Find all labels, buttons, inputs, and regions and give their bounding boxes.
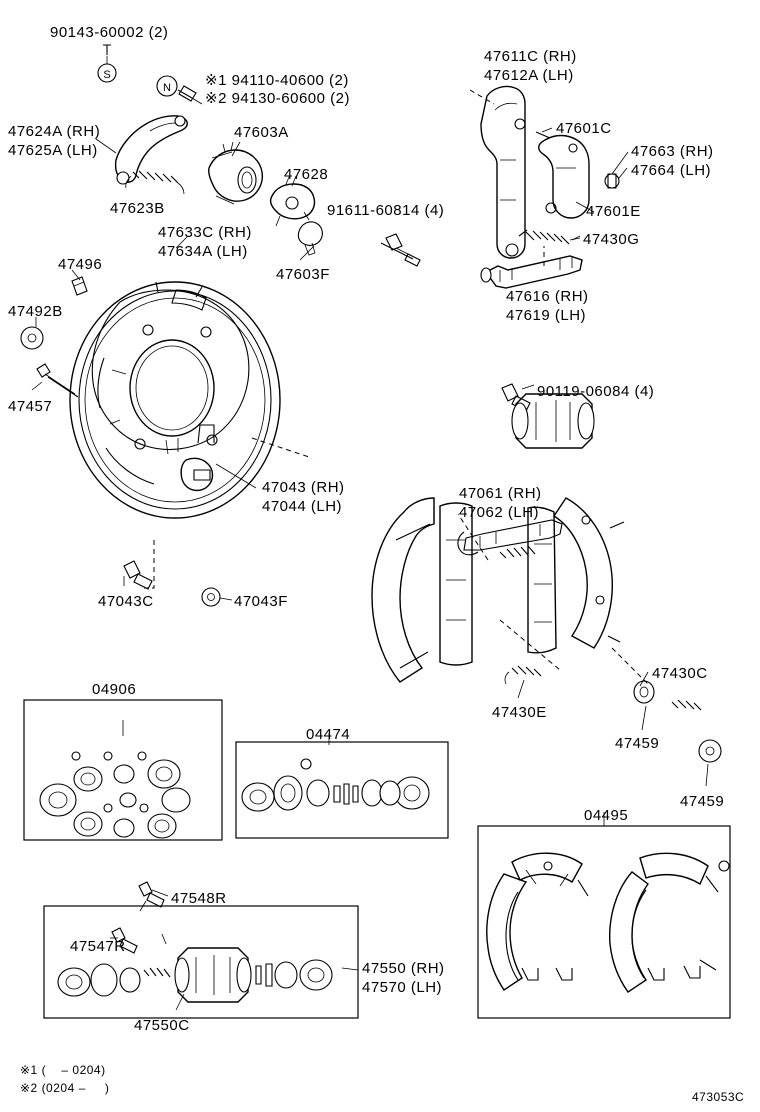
label-47430E: 47430E (492, 704, 547, 721)
label-47634A: 47634A (LH) (158, 243, 248, 260)
part-47043-backing-plate (70, 282, 312, 588)
label-94130-60600: ※2 94130-60600 (2) (205, 90, 350, 107)
part-47616-adjuster (481, 246, 582, 288)
label-47459-a: 47459 (615, 735, 660, 752)
footnote-1: ※1 ( – 0204) (20, 1063, 106, 1077)
label-47603F: 47603F (276, 266, 330, 283)
label-47430G: 47430G (583, 231, 640, 248)
part-47663 (605, 168, 627, 188)
part-wheel-cylinder-top (512, 394, 594, 448)
label-47043F: 47043F (234, 593, 288, 610)
part-47043F (202, 588, 220, 606)
part-47430C (672, 700, 701, 710)
label-47061: 47061 (RH) (459, 485, 542, 502)
label-47628: 47628 (284, 166, 329, 183)
label-47570: 47570 (LH) (362, 979, 443, 996)
part-90143-60002 (98, 45, 116, 82)
label-47430C: 47430C (652, 665, 708, 682)
label-47043: 47043 (RH) (262, 479, 345, 496)
label-47492B: 47492B (8, 303, 63, 320)
kit-04906-contents (40, 720, 190, 838)
label-47611C: 47611C (RH) (484, 48, 577, 65)
label-47601E: 47601E (586, 203, 641, 220)
label-04906: 04906 (92, 681, 137, 698)
label-47547R: 47547R (70, 938, 126, 955)
part-47043C (124, 561, 152, 589)
part-94110-94130 (157, 76, 202, 104)
part-47061-brake-shoes (372, 498, 624, 682)
part-47623B-spring (126, 171, 184, 194)
label-04495: 04495 (584, 807, 629, 824)
leader-lines (32, 128, 708, 1010)
label-47664: 47664 (LH) (631, 162, 712, 179)
label-47550: 47550 (RH) (362, 960, 445, 977)
svg-text:N: N (163, 82, 171, 94)
label-47496: 47496 (58, 256, 103, 273)
label-47623B: 47623B (110, 200, 165, 217)
label-90119-06084: 90119-06084 (4) (537, 383, 655, 400)
label-47601C: 47601C (556, 120, 612, 137)
label-47612A: 47612A (LH) (484, 67, 574, 84)
label-91611-60814: 91611-60814 (4) (327, 202, 445, 219)
kit-04474-contents (242, 733, 429, 811)
part-47430G (519, 230, 580, 244)
label-47625A: 47625A (LH) (8, 142, 98, 159)
label-47548R: 47548R (171, 890, 227, 907)
part-47492B (21, 327, 43, 349)
part-47459-b (699, 740, 721, 762)
label-47459-b: 47459 (680, 793, 725, 810)
part-47430E (505, 666, 541, 684)
svg-text:S: S (103, 69, 111, 81)
part-47603A (209, 142, 263, 204)
label-47624A: 47624A (RH) (8, 123, 101, 140)
label-47062: 47062 (LH) (459, 504, 540, 521)
label-47044: 47044 (LH) (262, 498, 343, 515)
label-47603A: 47603A (234, 124, 289, 141)
kit-04495-contents (487, 812, 729, 992)
label-47043C: 47043C (98, 593, 154, 610)
label-94110-40600: ※1 94110-40600 (2) (205, 72, 349, 89)
label-47663: 47663 (RH) (631, 143, 714, 160)
label-47633C: 47633C (RH) (158, 224, 252, 241)
diagram-code: 473053C (692, 1090, 745, 1104)
kit-box-04495 (478, 826, 730, 1018)
part-91611-60814 (381, 234, 420, 266)
label-47457: 47457 (8, 398, 53, 415)
part-47611C-lever (470, 86, 525, 258)
label-47616: 47616 (RH) (506, 288, 589, 305)
part-47459-a (634, 681, 654, 703)
footnote-2: ※2 (0204 – ) (20, 1081, 110, 1095)
label-47619: 47619 (LH) (506, 307, 587, 324)
label-90143-60002: 90143-60002 (2) (50, 24, 169, 41)
label-47550C: 47550C (134, 1017, 190, 1034)
label-04474: 04474 (306, 726, 351, 743)
